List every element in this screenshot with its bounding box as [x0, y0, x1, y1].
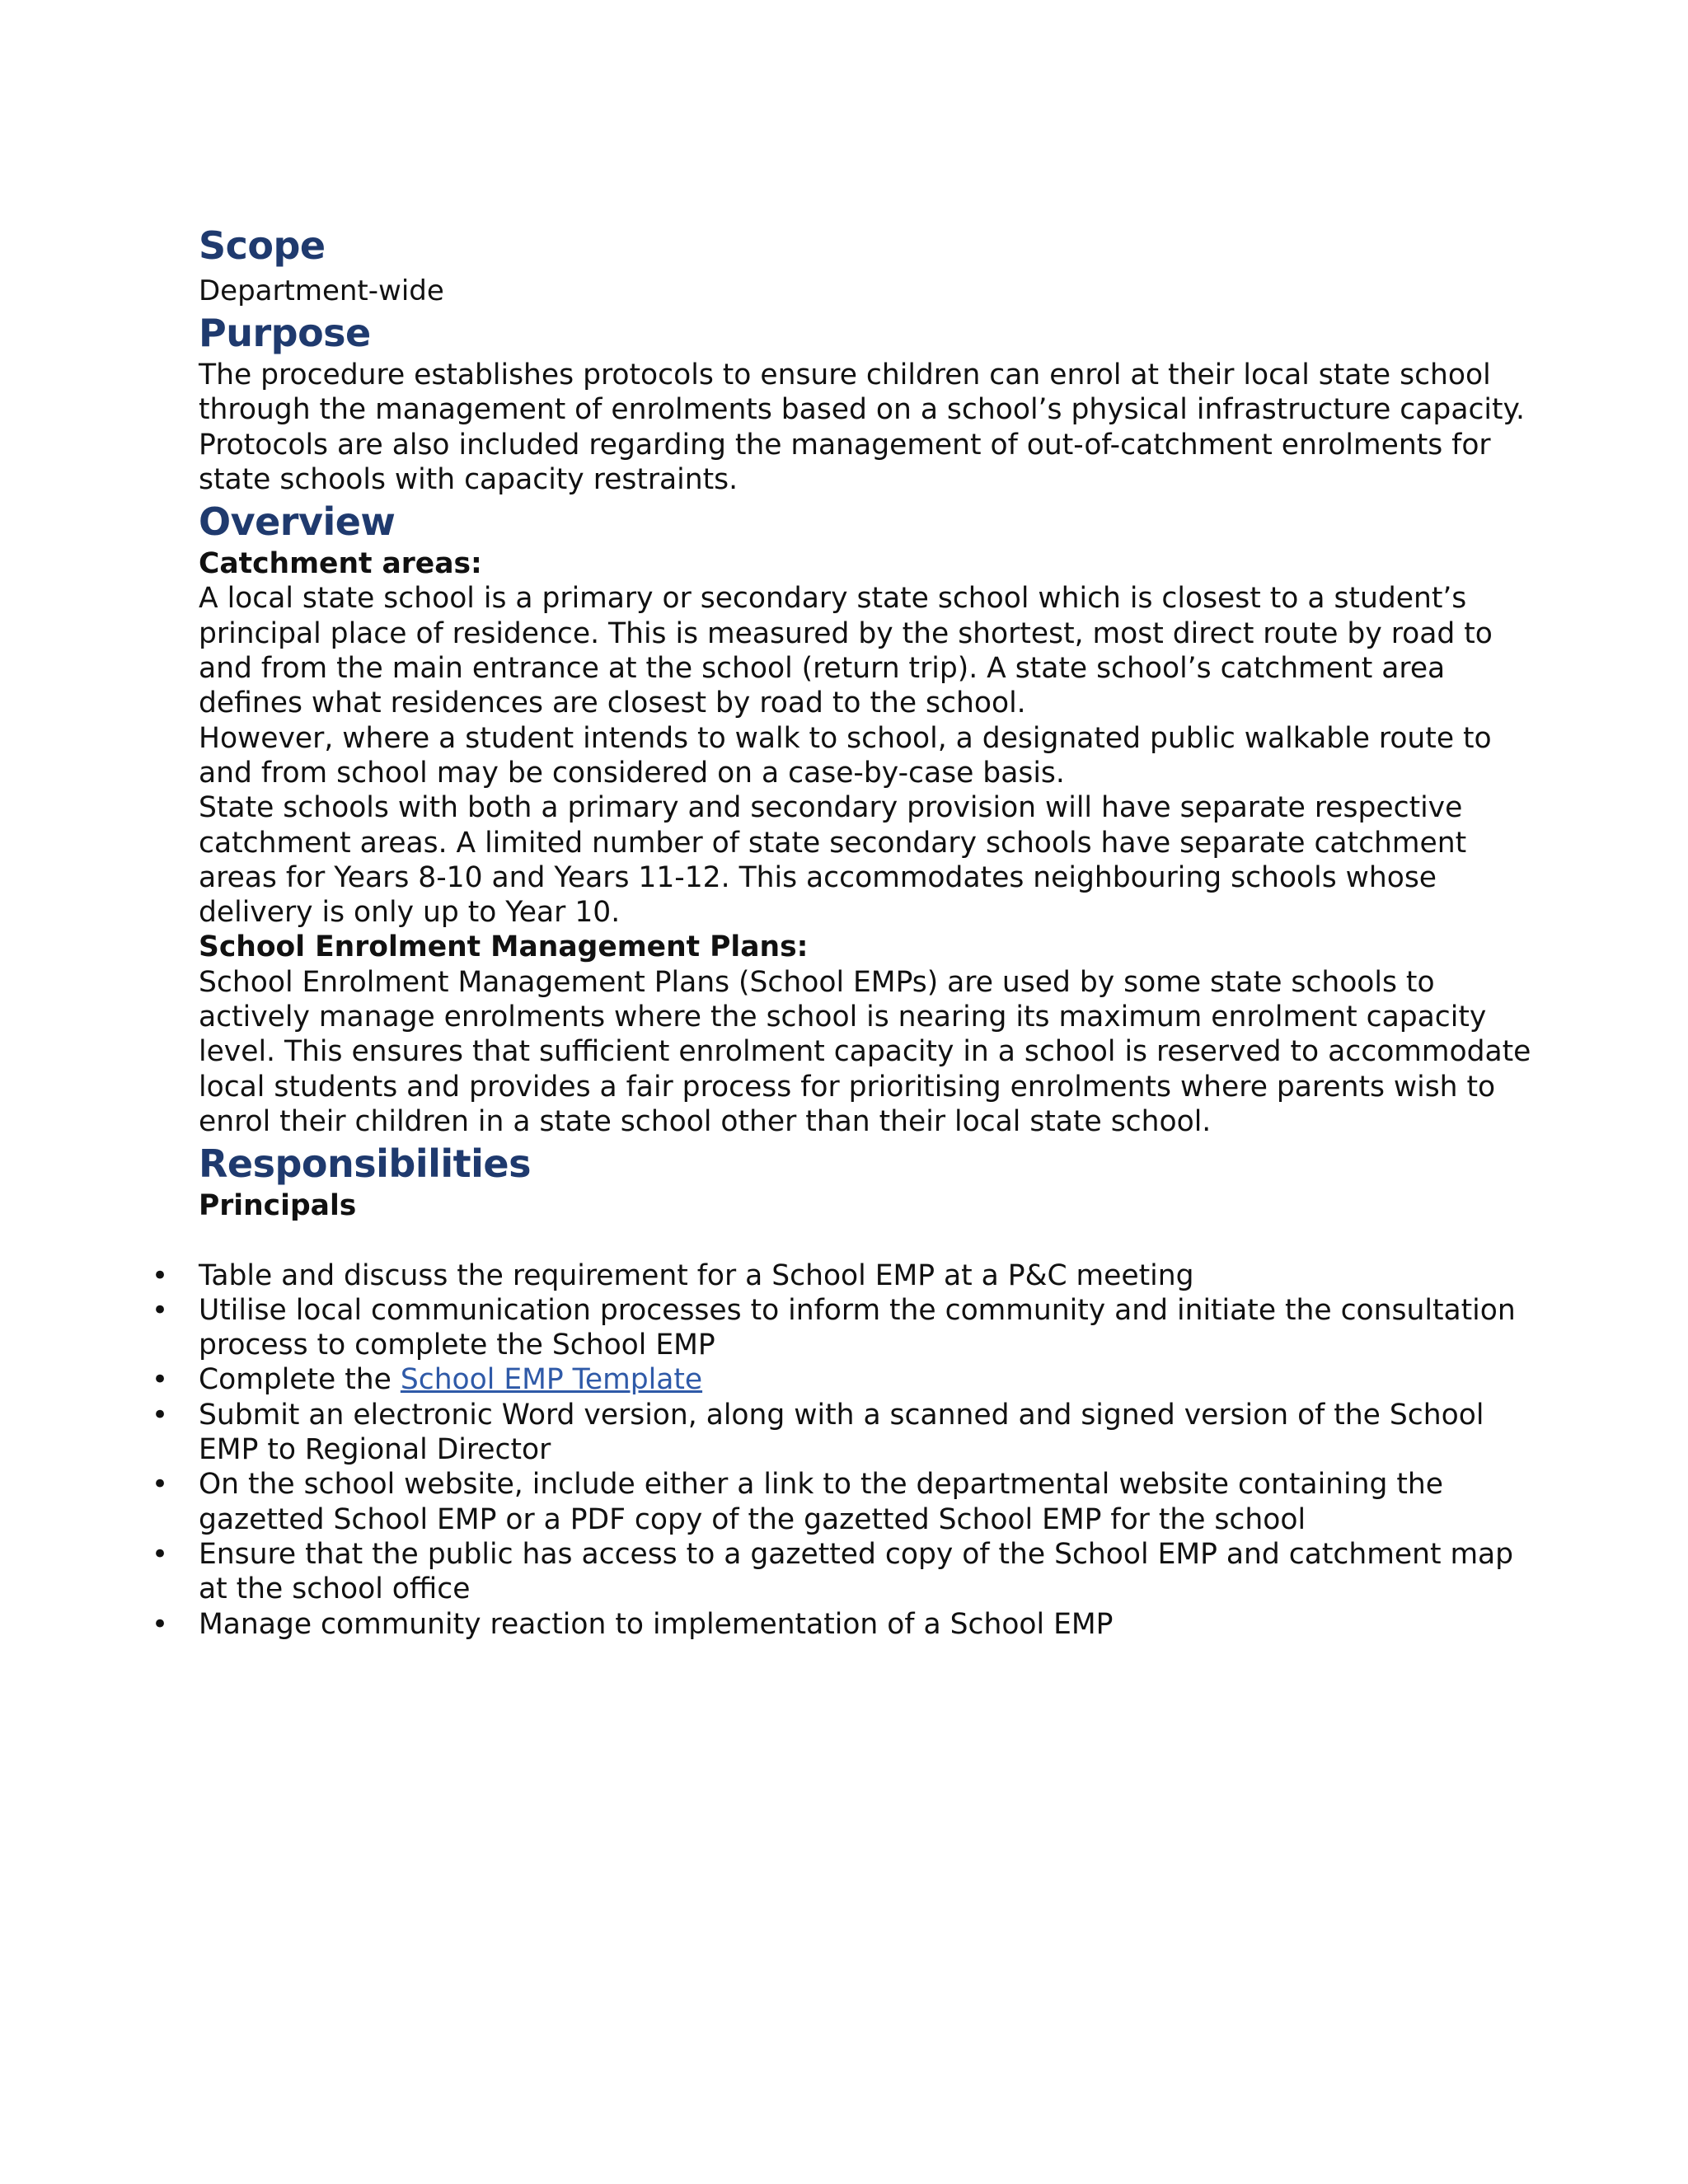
bullet-icon: •	[152, 1468, 169, 1502]
bullet-icon: •	[152, 1363, 169, 1397]
catchment-areas-subheading: Catchment areas:	[199, 547, 482, 581]
list-item	[152, 1467, 1534, 1537]
list-item-text: Ensure that the public has access to a gazetted copy of the School EMP and catchment map at the school office	[199, 1537, 1514, 1606]
list-item	[152, 1537, 1534, 1607]
purpose-heading: Purpose	[199, 311, 371, 355]
list-item	[152, 1398, 1534, 1468]
catchment-paragraph-1: A local state school is a primary or secondary state school which is closest to a student’s principal place of residence. This is measured by the shortest, most direct route by road to and from the main entrance at the school (return trip). A state school’s catchment area defines what residences are closest by road to the school.	[199, 582, 1493, 720]
bullet-icon: •	[152, 1607, 169, 1641]
list-item-text: Complete the	[199, 1363, 401, 1397]
bullet-icon: •	[152, 1537, 169, 1571]
list-item-text: Utilise local communication processes to inform the community and initiate the consultation process to complete the School EMP	[199, 1293, 1516, 1362]
responsibilities-heading: Responsibilities	[199, 1141, 531, 1187]
list-item	[152, 1362, 1534, 1397]
scope-heading: Scope	[199, 223, 326, 268]
list-item-text: Submit an electronic Word version, along with a scanned and signed version of the School EMP to Regional Director	[199, 1398, 1484, 1467]
emp-subheading: School Enrolment Management Plans:	[199, 930, 809, 964]
purpose-paragraph-2: Protocols are also included regarding the management of out-of-catchment enrolments for state schools with capacity restraints.	[199, 428, 1491, 496]
list-item-text: On the school website, include either a link to the departmental website containing the gazetted School EMP or a PDF copy of the gazetted School EMP for the school	[199, 1468, 1443, 1536]
list-item	[152, 1293, 1534, 1363]
document-content	[152, 221, 1534, 1642]
principals-responsibility-list	[152, 1258, 1534, 1642]
list-item	[152, 1607, 1534, 1642]
bullet-icon: •	[152, 1398, 169, 1432]
list-item	[152, 1258, 1534, 1293]
bullet-icon: •	[152, 1258, 169, 1292]
purpose-paragraph-1: The procedure establishes protocols to ensure children can enrol at their local state school through the management of enrolments based on a school’s physical infrastructure capacity.	[199, 359, 1526, 427]
overview-heading: Overview	[199, 499, 396, 545]
bullet-icon: •	[152, 1293, 169, 1327]
emp-paragraph: School Enrolment Management Plans (School EMPs) are used by some state schools to actively manage enrolments where the school is nearing its maximum enrolment capacity level. This ensures that sufficient enrolment capacity in a school is reserved to accommodate local students and provides a fair process for prioritising enrolments where parents wish to enrol their children in a state school other than their local state school.	[199, 965, 1531, 1138]
scope-text: Department-wide	[199, 274, 444, 307]
principals-subheading: Principals	[199, 1189, 357, 1223]
catchment-paragraph-2: However, where a student intends to walk to school, a designated public walkable route to and from school may be considered on a case-by-case basis.	[199, 721, 1492, 790]
school-emp-template-link[interactable]: School EMP Template	[400, 1363, 703, 1397]
catchment-paragraph-3: State schools with both a primary and secondary provision will have separate respective catchment areas. A limited number of state secondary schools have separate catchment areas for Years 8-10 and Years 11-12. This accommodates neighbouring schools whose delivery is only up to Year 10.	[199, 791, 1467, 930]
list-item-text: Table and discuss the requirement for a School EMP at a P&C meeting	[199, 1258, 1194, 1292]
list-item-text: Manage community reaction to implementation of a School EMP	[199, 1607, 1114, 1641]
